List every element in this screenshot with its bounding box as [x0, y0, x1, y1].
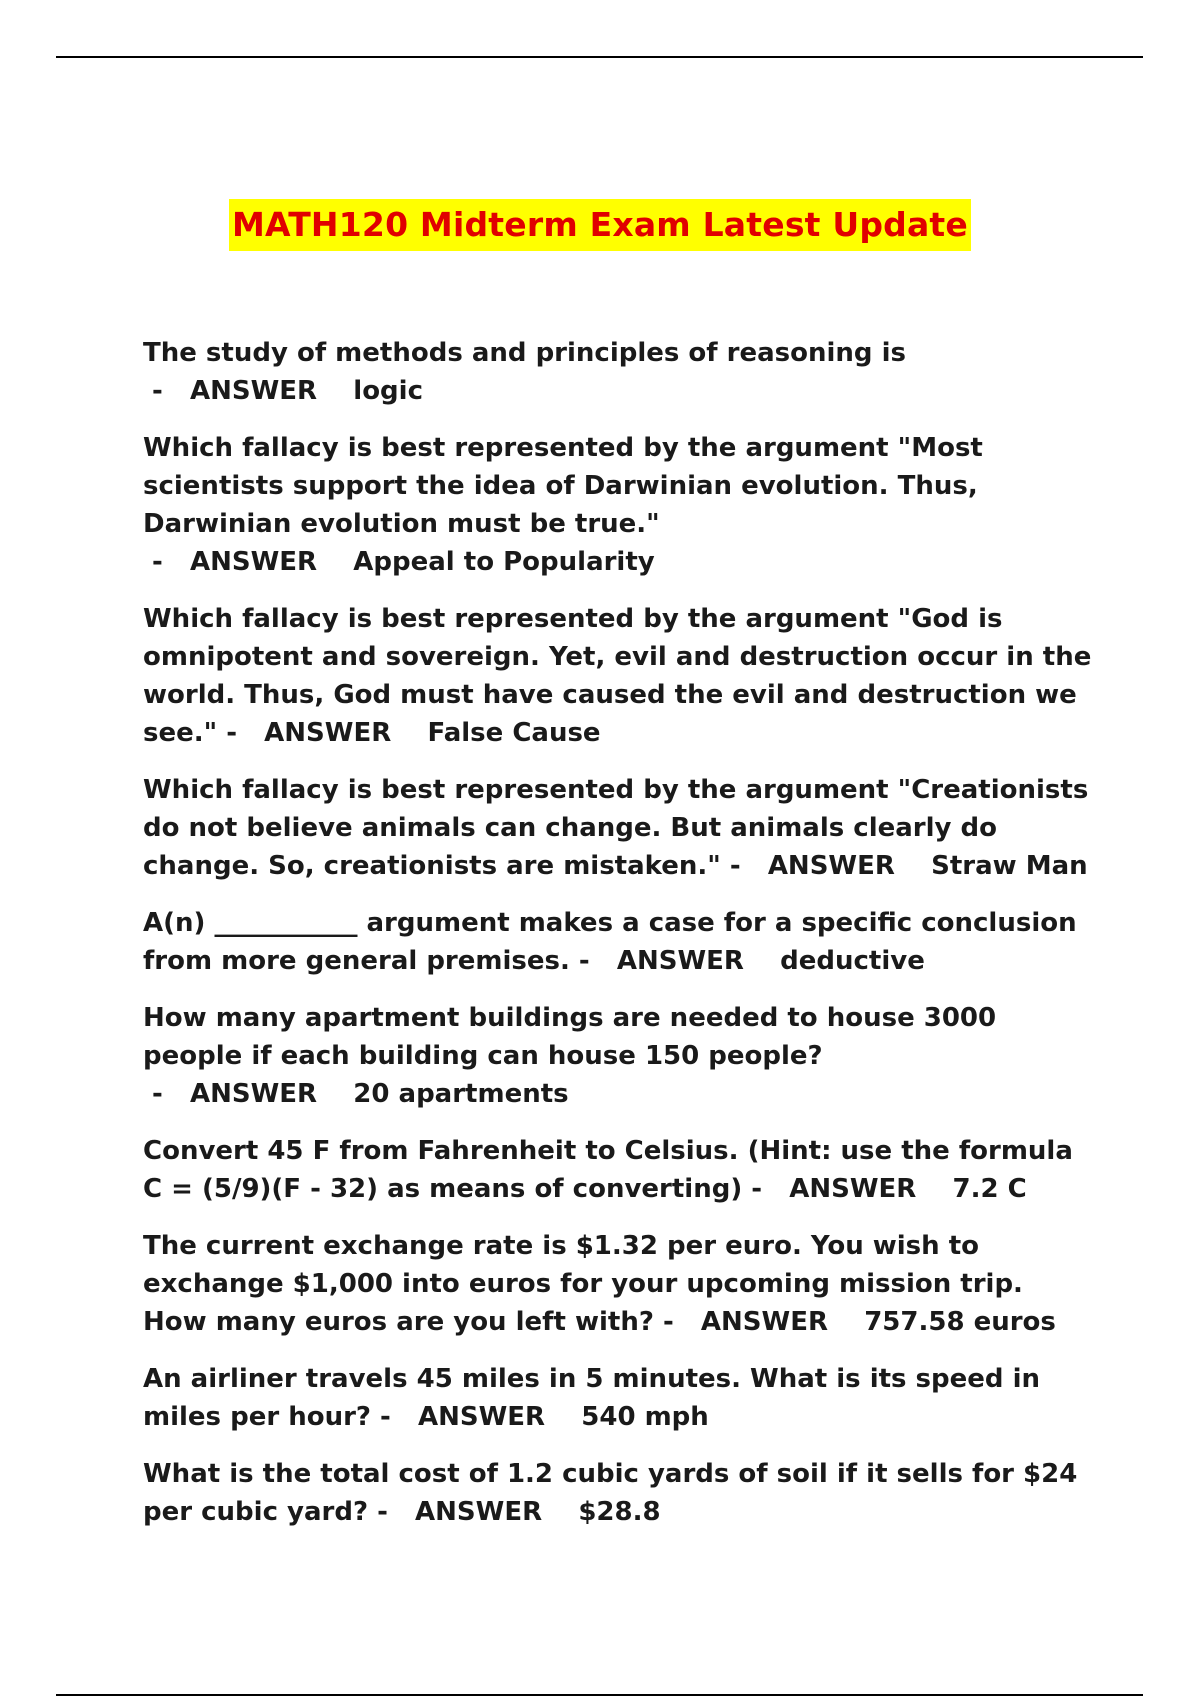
- separator: -: [217, 718, 265, 748]
- answer-label: ANSWER: [417, 1402, 546, 1432]
- qa-item: [143, 1360, 1093, 1436]
- answer-text: Straw Man: [894, 851, 1088, 881]
- bottom-rule: [56, 1694, 1143, 1696]
- title-wrap: [0, 199, 1200, 251]
- answer-label: ANSWER: [700, 1307, 828, 1337]
- question-text: The current exchange rate is $1.32 per euro. You wish to exchange $1,000 into euros for your upcoming mission trip. How many euros are you left with?: [143, 1231, 1023, 1337]
- answer-label: ANSWER: [767, 851, 895, 881]
- question-text: Which fallacy is best represented by the argument "God is omnipotent and sovereign. Yet, evil and destruction occur in the world. Thus, God must have caused the evil and destruction we see.": [143, 604, 1092, 748]
- qa-item: [143, 999, 1093, 1113]
- qa-item: [143, 1132, 1093, 1208]
- separator: -: [720, 851, 768, 881]
- separator: -: [368, 1497, 416, 1527]
- separator: -: [143, 547, 190, 577]
- question-text: How many apartment buildings are needed to house 3000 people if each building can house 150 people?: [143, 1003, 997, 1071]
- qa-item: [143, 1227, 1093, 1341]
- question-text: A(n) ___________ argument makes a case for a specific conclusion from more general premises.: [143, 908, 1077, 976]
- answer-label: ANSWER: [190, 547, 318, 577]
- answer-text: 20 apartments: [317, 1079, 569, 1109]
- answer-text: 540 mph: [545, 1402, 709, 1432]
- answer-label: ANSWER: [789, 1174, 917, 1204]
- answer-text: 757.58 euros: [828, 1307, 1056, 1337]
- answer-text: False Cause: [391, 718, 601, 748]
- qa-item: [143, 600, 1093, 752]
- question-text: The study of methods and principles of reasoning is: [143, 338, 906, 368]
- separator: -: [569, 946, 617, 976]
- question-text: Convert 45 F from Fahrenheit to Celsius. (Hint: use the formula C = (5/9)(F - 32) as means of converting): [143, 1136, 1073, 1204]
- answer-text: Appeal to Popularity: [317, 547, 655, 577]
- answer-label: ANSWER: [616, 946, 744, 976]
- answer-text: 7.2 C: [916, 1174, 1027, 1204]
- separator: -: [143, 376, 190, 406]
- qa-item: [143, 1455, 1093, 1531]
- document-title: MATH120 Midterm Exam Latest Update: [229, 199, 971, 251]
- separator: -: [370, 1402, 418, 1432]
- answer-text: logic: [317, 376, 423, 406]
- separator: -: [742, 1174, 790, 1204]
- separator: -: [143, 1079, 190, 1109]
- question-text: Which fallacy is best represented by the argument "Most scientists support the idea of Darwinian evolution. Thus, Darwinian evolution must be true.": [143, 433, 983, 539]
- answer-text: $28.8: [542, 1497, 661, 1527]
- qa-item: [143, 904, 1093, 980]
- answer-label: ANSWER: [190, 1079, 318, 1109]
- question-text: What is the total cost of 1.2 cubic yards of soil if it sells for $24 per cubic yard?: [143, 1459, 1078, 1527]
- answer-label: ANSWER: [415, 1497, 543, 1527]
- answer-label: ANSWER: [264, 718, 392, 748]
- qa-item: [143, 334, 1093, 410]
- qa-item: [143, 429, 1093, 581]
- question-text: Which fallacy is best represented by the argument "Creationists do not believe animals can change. But animals clearly do change. So, creationists are mistaken.": [143, 775, 1089, 881]
- qa-item: [143, 771, 1093, 885]
- question-text: An airliner travels 45 miles in 5 minutes. What is its speed in miles per hour?: [143, 1364, 1040, 1432]
- top-rule: [56, 56, 1143, 58]
- answer-text: deductive: [743, 946, 925, 976]
- separator: -: [653, 1307, 701, 1337]
- answer-label: ANSWER: [190, 376, 318, 406]
- qa-list: [143, 334, 1093, 1550]
